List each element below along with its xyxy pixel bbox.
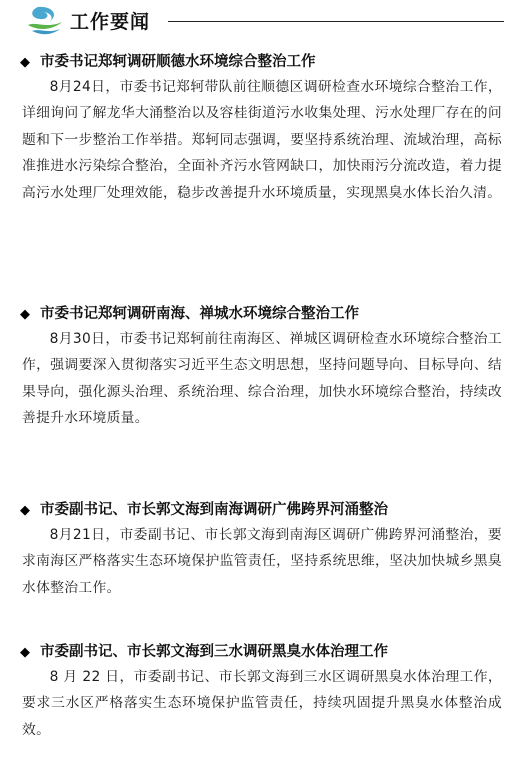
news-item <box>20 498 502 601</box>
page-title: 工作要闻 <box>70 11 151 33</box>
news-body: 8月21日，市委副书记、市长郭文海到南海区调研广佛跨界河涌整治，要求南海区严格落实生态环境保护监管责任，坚持系统思维，坚决加快城乡黑臭水体整治工作。 <box>22 527 502 596</box>
diamond-bullet-icon: ◆ <box>20 645 30 660</box>
news-headline-text: 市委书记郑轲调研南海、禅城水环境综合整治工作 <box>40 306 359 322</box>
news-headline-text: 市委副书记、市长郭文海到三水调研黑臭水体治理工作 <box>40 644 388 660</box>
news-headline <box>20 640 502 664</box>
news-item <box>20 50 502 206</box>
diamond-bullet-icon: ◆ <box>20 307 30 322</box>
water-wave-logo-icon <box>24 4 66 38</box>
news-headline <box>20 302 502 326</box>
header-divider <box>168 21 504 22</box>
diamond-bullet-icon: ◆ <box>20 55 30 70</box>
news-body: 8 月 22 日，市委副书记、市长郭文海到三水区调研黑臭水体治理工作，要求三水区严格落实生态环境保护监管责任，持续巩固提升黑臭水体整治成效。 <box>22 669 502 738</box>
news-headline-text: 市委书记郑轲调研顺德水环境综合整治工作 <box>40 54 316 70</box>
news-headline <box>20 50 502 74</box>
page-header <box>18 4 504 38</box>
diamond-bullet-icon: ◆ <box>20 503 30 518</box>
news-body: 8月30日，市委书记郑轲前往南海区、禅城区调研检查水环境综合整治工作，强调要深入贯彻落实习近平生态文明思想，坚持问题导向、目标导向、结果导向，强化源头治理、系统治理、综合治理，加快水环境综合整治，持续改善提升水环境质量。 <box>22 331 502 427</box>
news-item <box>20 302 502 432</box>
news-body: 8月24日，市委书记郑轲带队前往顺德区调研检查水环境综合整治工作，详细询问了解龙华大涌整治以及容桂街道污水收集处理、污水处理厂存在的问题和下一步整治工作举措。郑轲同志强调，要坚持系统治理、流域治理，高标准推进水污染综合整治，全面补齐污水管网缺口，加快雨污分流改造，着力提高污水处理厂处理效能，稳步改善提升水环境质量，实现黑臭水体长治久清。 <box>22 79 502 201</box>
news-headline <box>20 498 502 522</box>
news-headline-text: 市委副书记、市长郭文海到南海调研广佛跨界河涌整治 <box>40 502 388 518</box>
news-item <box>20 640 502 743</box>
